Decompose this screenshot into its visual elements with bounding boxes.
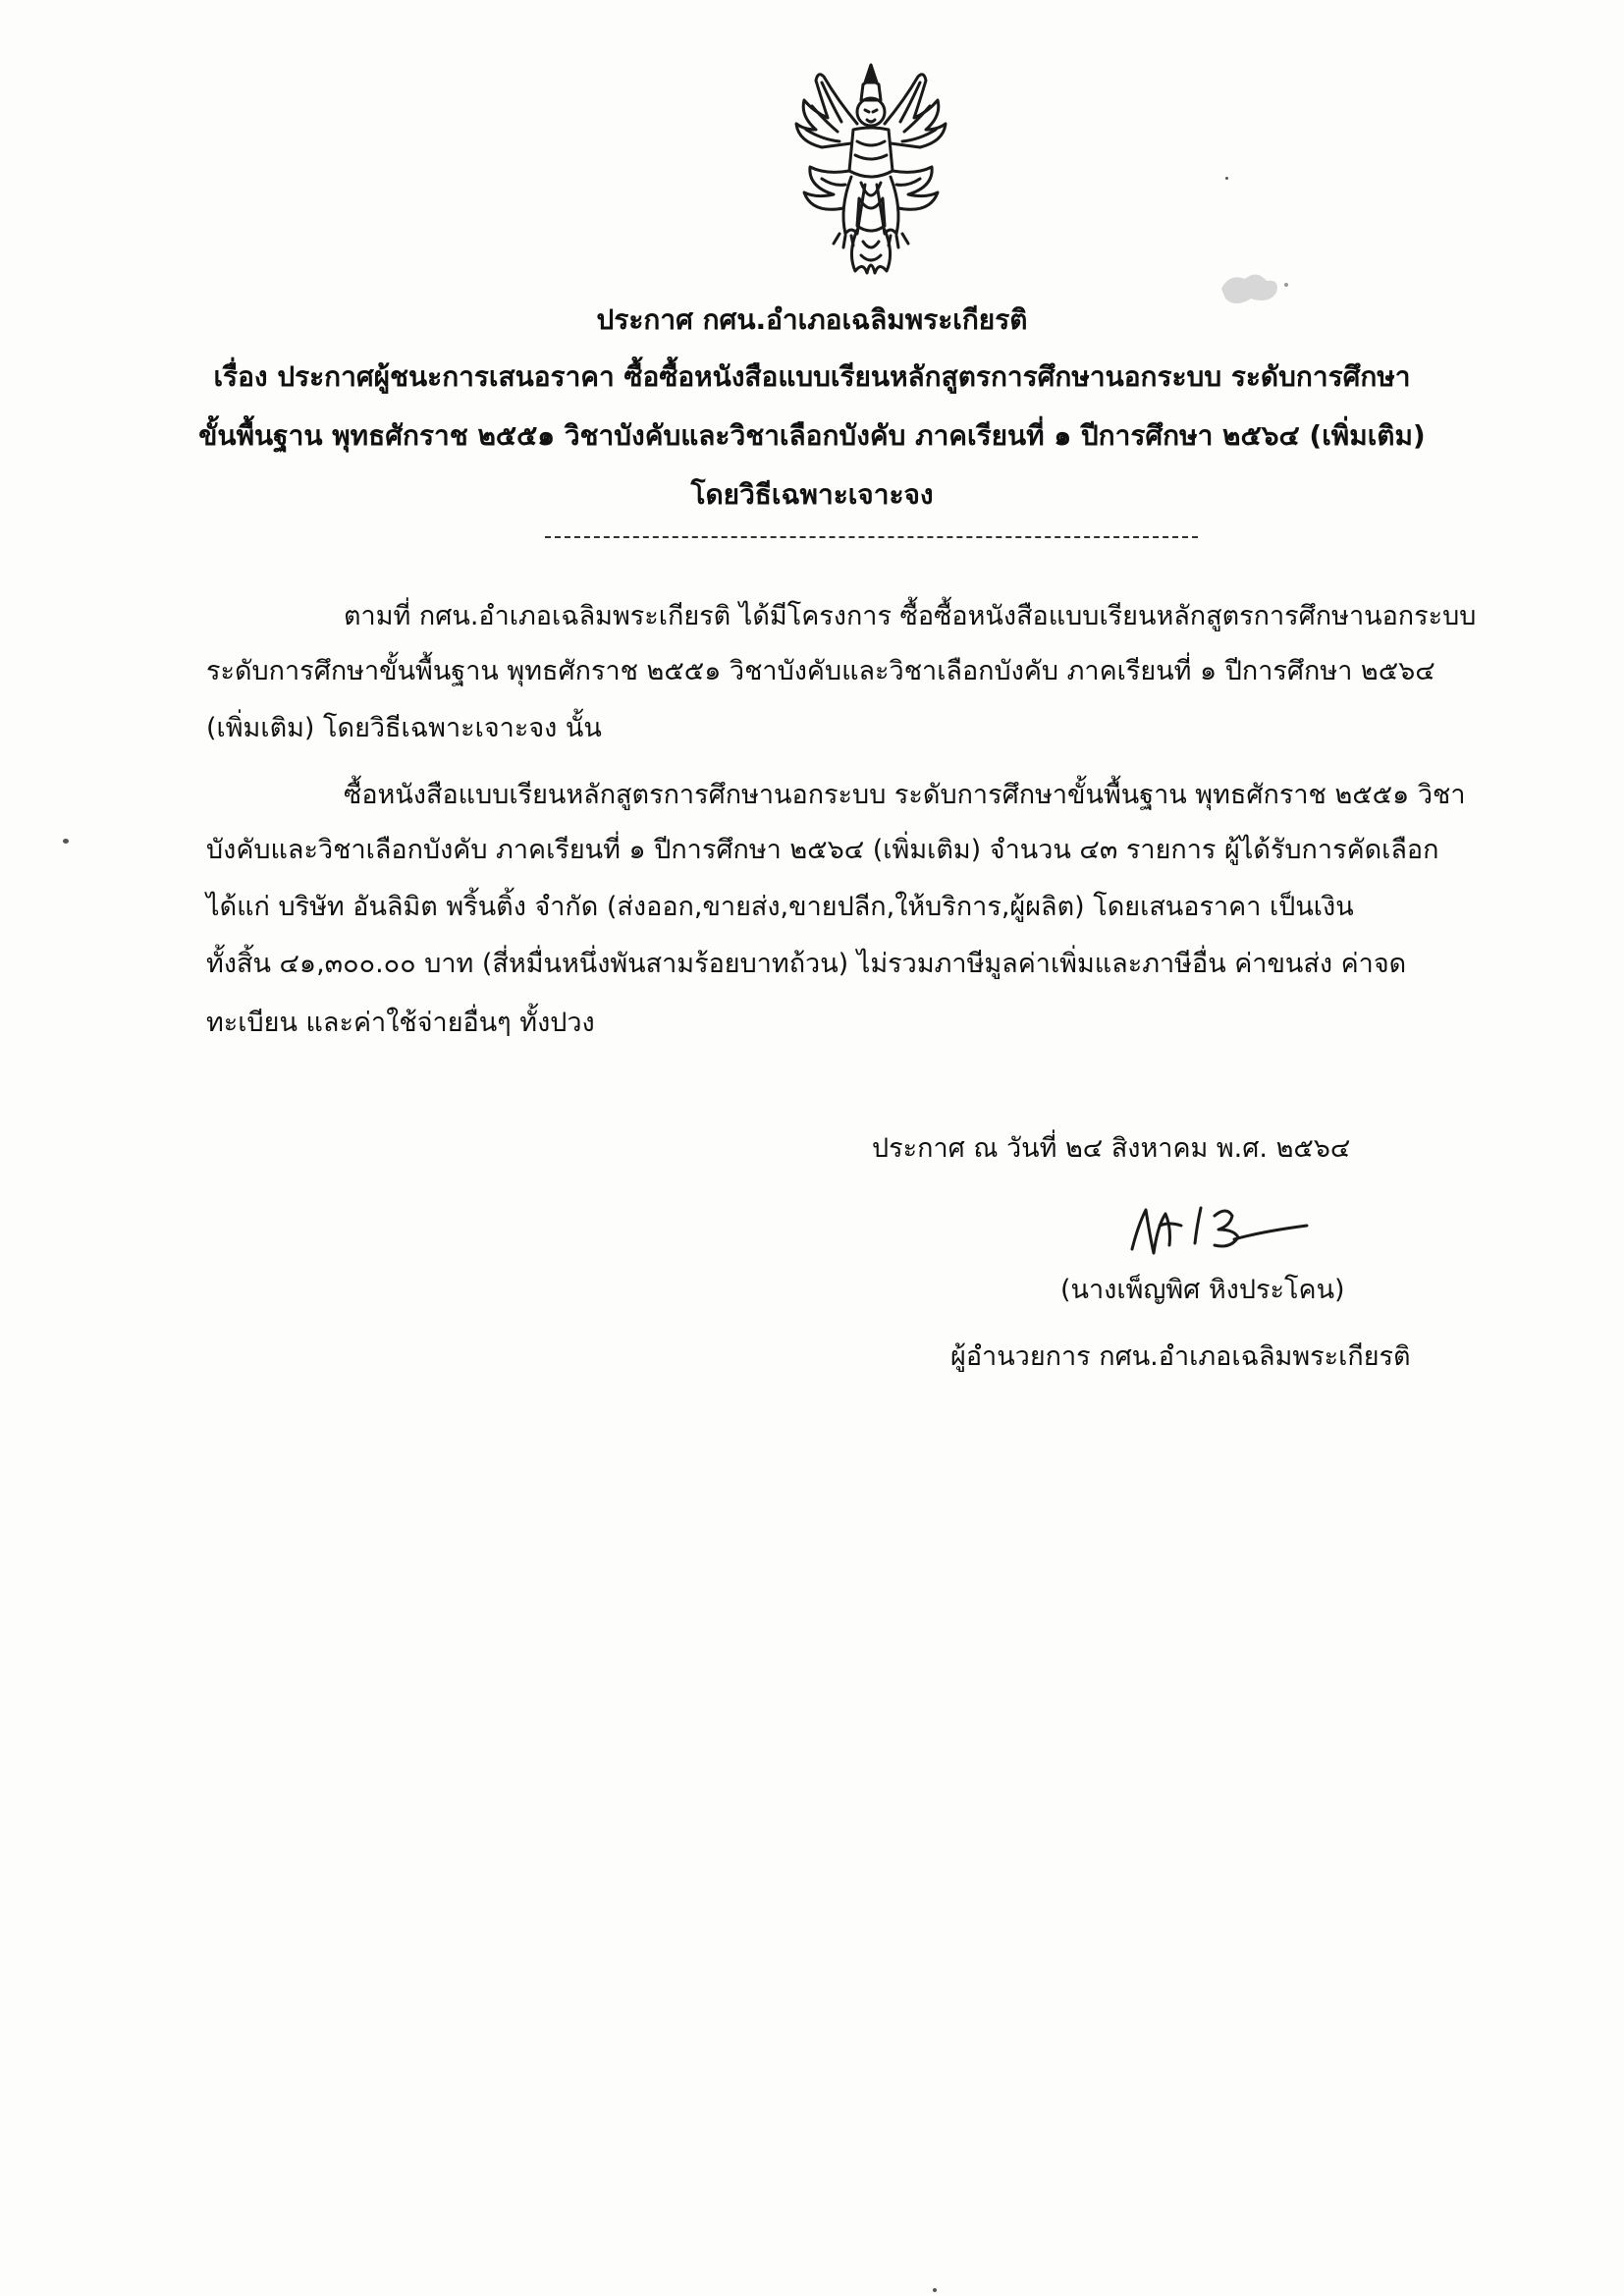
- paragraph-1-line: ระดับการศึกษาขั้นพื้นฐาน พุทธศักราช ๒๕๕๑ วิชาบังคับและวิชาเลือกบังคับ ภาคเรียนที่ ๑ ปีการศึกษา ๒๕๖๔: [206, 656, 1435, 686]
- subject-line-3: โดยวิธีเฉพาะเจาะจง: [690, 478, 934, 511]
- header-separator: [545, 536, 1198, 538]
- paragraph-2-line: บังคับและวิชาเลือกบังคับ ภาคเรียนที่ ๑ ปีการศึกษา ๒๕๖๔ (เพิ่มเติม) จำนวน ๔๓ รายการ ผู้ได้รับการคัดเลือก: [206, 835, 1439, 865]
- announcement-title: ประกาศ กศน.อำเภอเฉลิมพระเกียรติ: [596, 303, 1028, 336]
- subject-line-2: ขั้นพื้นฐาน พุทธศักราช ๒๕๕๑ วิชาบังคับและวิชาเลือกบังคับ ภาคเรียนที่ ๑ ปีการศึกษา ๒๕๖๔ (เพิ่มเติม): [198, 419, 1426, 452]
- signatory-position: ผู้อำนวยการ กศน.อำเภอเฉลิมพระเกียรติ: [950, 1341, 1411, 1372]
- paragraph-1-line: (เพิ่มเติม) โดยวิธีเฉพาะเจาะจง นั้น: [206, 713, 602, 743]
- garuda-emblem-icon: [783, 61, 959, 289]
- scan-speck: [1225, 177, 1228, 180]
- paragraph-2-line: ทะเบียน และค่าใช้จ่ายอื่นๆ ทั้งปวง: [206, 1008, 595, 1038]
- paragraph-1-line: ตามที่ กศน.อำเภอเฉลิมพระเกียรติ ได้มีโครงการ ซื้อซื้อหนังสือแบบเรียนหลักสูตรการศึกษานอกระบบ: [344, 601, 1477, 631]
- scan-speck: [63, 839, 69, 844]
- paragraph-2-line: ได้แก่ บริษัท อันลิมิต พริ้นติ้ง จำกัด (ส่งออก,ขายส่ง,ขายปลีก,ให้บริการ,ผู้ผลิต) โดยเสนอราคา เป็นเงิน: [206, 892, 1354, 922]
- scan-speck: [933, 2288, 937, 2292]
- paragraph-2-line: ทั้งสิ้น ๔๑,๓๐๐.๐๐ บาท (สี่หมื่นหนึ่งพันสามร้อยบาทถ้วน) ไม่รวมภาษีมูลค่าเพิ่มและภาษีอื่น ค่าขนส่ง ค่าจด: [206, 949, 1407, 979]
- announcement-date: ประกาศ ณ วันที่ ๒๔ สิงหาคม พ.ศ. ๒๕๖๔: [872, 1133, 1351, 1164]
- signatory-name: (นางเพ็ญพิศ หิงประโคน): [1060, 1275, 1345, 1305]
- subject-line-1: เรื่อง ประกาศผู้ชนะการเสนอราคา ซื้อซื้อหนังสือแบบเรียนหลักสูตรการศึกษานอกระบบ ระดับการศึกษา: [213, 360, 1411, 393]
- signature-icon: [1124, 1196, 1311, 1265]
- paragraph-2-line: ซื้อหนังสือแบบเรียนหลักสูตรการศึกษานอกระบบ ระดับการศึกษาขั้นพื้นฐาน พุทธศักราช ๒๕๕๑ วิชา: [344, 780, 1466, 810]
